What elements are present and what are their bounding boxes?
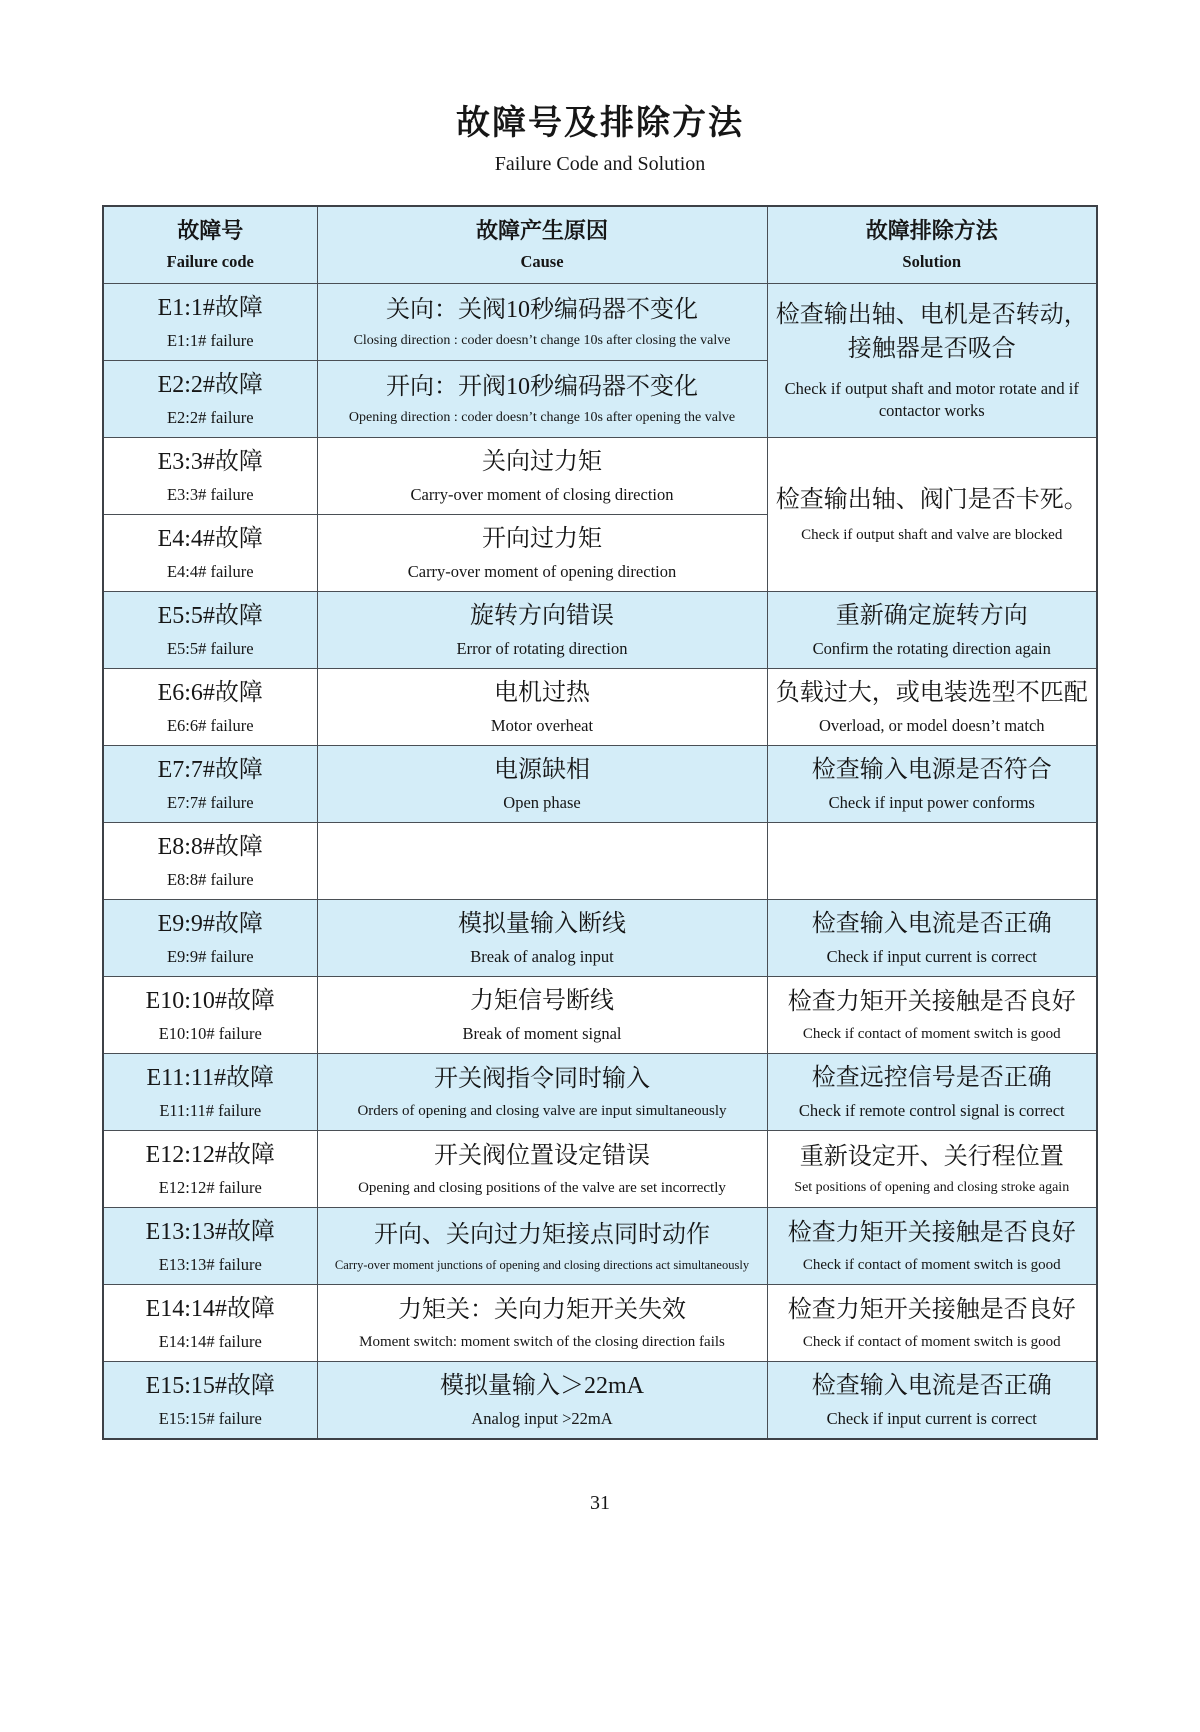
solution-en: Check if input power conforms xyxy=(828,793,1035,813)
solution-cell xyxy=(767,746,1097,823)
failure-code-en: E4:4# failure xyxy=(166,562,254,582)
header-solution xyxy=(767,206,1097,284)
header-cause-en: Cause xyxy=(520,251,564,271)
failure-code-en: E5:5# failure xyxy=(166,639,254,659)
solution-zh: 重新设定开、关行程位置 xyxy=(799,1143,1064,1170)
header-failure-code xyxy=(103,206,317,284)
cause-zh: 开向过力矩 xyxy=(482,525,602,552)
failure-code-en: E7:7# failure xyxy=(166,793,254,813)
cause-cell xyxy=(317,592,767,669)
solution-zh: 检查输入电流是否正确 xyxy=(811,910,1052,937)
table-row-e9 xyxy=(103,900,1097,977)
cause-en: Carry-over moment of opening direction xyxy=(407,562,677,582)
cause-cell xyxy=(317,1362,767,1439)
cause-zh: 旋转方向错误 xyxy=(470,602,614,629)
solution-en: Check if remote control signal is correct xyxy=(798,1101,1065,1121)
table-row-e1 xyxy=(103,284,1097,361)
cause-zh: 开关阀指令同时输入 xyxy=(434,1065,650,1092)
failure-code-zh: E8:8#故障 xyxy=(157,833,263,860)
cause-en: Motor overheat xyxy=(490,716,594,736)
solution-cell xyxy=(767,592,1097,669)
table-row-e8 xyxy=(103,823,1097,900)
solution-cell xyxy=(767,977,1097,1054)
cause-en: Break of analog input xyxy=(470,947,614,967)
failure-code-en: E2:2# failure xyxy=(166,408,254,428)
header-failure-code-zh: 故障号 xyxy=(177,218,244,244)
failure-code-cell xyxy=(103,284,317,361)
solution-en: Check if output shaft and valve are blocked xyxy=(801,527,1063,544)
header-cause-zh: 故障产生原因 xyxy=(475,218,608,244)
solution-zh: 检查输入电源是否符合 xyxy=(811,756,1052,783)
solution-zh: 检查力矩开关接触是否良好 xyxy=(787,1219,1076,1246)
cause-cell xyxy=(317,1131,767,1208)
document-page xyxy=(0,104,1200,1515)
failure-code-zh: E15:15#故障 xyxy=(145,1372,275,1399)
cause-en: Opening and closing positions of the valve are set incorrectly xyxy=(358,1180,726,1197)
failure-code-cell xyxy=(103,1285,317,1362)
cause-cell xyxy=(317,361,767,438)
solution-cell xyxy=(767,1131,1097,1208)
cause-en: Open phase xyxy=(503,793,581,813)
failure-code-zh: E14:14#故障 xyxy=(145,1295,275,1322)
solution-zh: 重新确定旋转方向 xyxy=(835,602,1028,629)
failure-code-zh: E3:3#故障 xyxy=(157,448,263,475)
table-header-row xyxy=(103,206,1097,284)
solution-zh: 检查远控信号是否正确 xyxy=(811,1064,1052,1091)
solution-en: Check if output shaft and motor rotate and if contactor works xyxy=(784,379,1079,421)
failure-code-zh: E11:11#故障 xyxy=(146,1064,275,1091)
header-solution-en: Solution xyxy=(902,251,962,271)
solution-en: Check if contact of moment switch is good xyxy=(802,1026,1061,1043)
failure-code-zh: E12:12#故障 xyxy=(145,1141,275,1168)
failure-code-cell xyxy=(103,1054,317,1131)
cause-cell xyxy=(317,1208,767,1285)
failure-code-cell xyxy=(103,746,317,823)
table-row-e3 xyxy=(103,438,1097,515)
solution-zh: 检查输入电流是否正确 xyxy=(811,1372,1052,1399)
table-row-e7 xyxy=(103,746,1097,823)
solution-zh: 检查力矩开关接触是否良好 xyxy=(787,1296,1076,1323)
solution-en: Check if input current is correct xyxy=(826,1409,1037,1429)
failure-code-en: E10:10# failure xyxy=(158,1024,262,1044)
solution-cell-merged xyxy=(767,438,1097,592)
solution-cell xyxy=(767,669,1097,746)
failure-code-cell xyxy=(103,977,317,1054)
failure-code-en: E3:3# failure xyxy=(166,485,254,505)
solution-zh: 检查力矩开关接触是否良好 xyxy=(787,988,1076,1015)
solution-cell xyxy=(767,1362,1097,1439)
cause-en: Opening direction : coder doesn’t change 10s after opening the valve xyxy=(348,410,736,426)
failure-code-en: E13:13# failure xyxy=(158,1255,262,1275)
cause-zh: 关向：关阀10秒编码器不变化 xyxy=(386,296,698,323)
cause-zh: 模拟量输入＞22mA xyxy=(440,1372,644,1399)
cause-zh: 力矩关：关向力矩开关失效 xyxy=(398,1296,686,1323)
table-row-e6 xyxy=(103,669,1097,746)
failure-code-cell xyxy=(103,900,317,977)
cause-en: Analog input >22mA xyxy=(471,1409,613,1429)
table-row-e5 xyxy=(103,592,1097,669)
solution-cell xyxy=(767,1285,1097,1362)
page-title: 故障号及排除方法 xyxy=(456,105,744,142)
cause-en: Carry-over moment junctions of opening and closing directions act simultaneously xyxy=(334,1258,750,1273)
solution-en: Confirm the rotating direction again xyxy=(812,639,1051,659)
cause-zh: 模拟量输入断线 xyxy=(458,910,626,937)
failure-code-cell xyxy=(103,823,317,900)
cause-en: Error of rotating direction xyxy=(456,639,628,659)
page-subtitle: Failure Code and Solution xyxy=(494,152,706,175)
solution-en: Overload, or model doesn’t match xyxy=(818,716,1045,736)
cause-cell xyxy=(317,1285,767,1362)
table-row-e11 xyxy=(103,1054,1097,1131)
cause-cell xyxy=(317,284,767,361)
failure-code-cell xyxy=(103,1131,317,1208)
failure-code-en: E15:15# failure xyxy=(158,1409,262,1429)
failure-code-table xyxy=(102,205,1098,1440)
cause-cell xyxy=(317,515,767,592)
failure-code-zh: E13:13#故障 xyxy=(145,1218,275,1245)
cause-cell-empty xyxy=(317,823,767,900)
failure-code-en: E14:14# failure xyxy=(158,1332,262,1352)
failure-code-cell xyxy=(103,361,317,438)
header-solution-zh: 故障排除方法 xyxy=(865,218,998,244)
failure-code-cell xyxy=(103,592,317,669)
cause-en: Carry-over moment of closing direction xyxy=(410,485,674,505)
failure-code-cell xyxy=(103,1362,317,1439)
solution-cell-merged xyxy=(767,284,1097,438)
cause-zh: 电源缺相 xyxy=(494,756,590,783)
cause-cell xyxy=(317,977,767,1054)
failure-code-en: E11:11# failure xyxy=(159,1101,262,1121)
failure-code-zh: E2:2#故障 xyxy=(157,371,263,398)
solution-zh: 检查输出轴、阀门是否卡死。 xyxy=(775,486,1088,513)
failure-code-en: E8:8# failure xyxy=(166,870,254,890)
cause-zh: 电机过热 xyxy=(494,679,590,706)
solution-cell xyxy=(767,1054,1097,1131)
failure-code-zh: E4:4#故障 xyxy=(157,525,263,552)
cause-cell xyxy=(317,746,767,823)
failure-code-zh: E7:7#故障 xyxy=(157,756,263,783)
cause-en: Closing direction : coder doesn’t change 10s after closing the valve xyxy=(353,333,731,349)
failure-code-en: E1:1# failure xyxy=(166,331,254,351)
cause-en: Orders of opening and closing valve are input simultaneously xyxy=(357,1103,727,1120)
solution-en: Check if input current is correct xyxy=(826,947,1037,967)
failure-code-zh: E6:6#故障 xyxy=(157,679,263,706)
cause-en: Break of moment signal xyxy=(462,1024,622,1044)
cause-cell xyxy=(317,900,767,977)
header-failure-code-en: Failure code xyxy=(166,251,254,271)
cause-cell xyxy=(317,438,767,515)
table-row-e12 xyxy=(103,1131,1097,1208)
failure-code-cell xyxy=(103,438,317,515)
cause-cell xyxy=(317,669,767,746)
solution-zh: 检查输出轴、电机是否转动，接触器是否吸合 xyxy=(775,301,1088,362)
failure-code-zh: E1:1#故障 xyxy=(157,294,263,321)
failure-code-zh: E9:9#故障 xyxy=(157,910,263,937)
table-row-e10 xyxy=(103,977,1097,1054)
solution-en: Check if contact of moment switch is good xyxy=(802,1334,1061,1351)
failure-code-cell xyxy=(103,669,317,746)
failure-code-en: E9:9# failure xyxy=(166,947,254,967)
solution-cell-empty xyxy=(767,823,1097,900)
solution-en: Check if contact of moment switch is good xyxy=(802,1257,1061,1274)
table-row-e14 xyxy=(103,1285,1097,1362)
solution-cell xyxy=(767,1208,1097,1285)
header-cause xyxy=(317,206,767,284)
cause-zh: 关向过力矩 xyxy=(482,448,602,475)
cause-zh: 开关阀位置设定错误 xyxy=(434,1142,650,1169)
failure-code-zh: E5:5#故障 xyxy=(157,602,263,629)
failure-code-en: E12:12# failure xyxy=(158,1178,262,1198)
page-number: 31 xyxy=(590,1491,610,1514)
table-row-e13 xyxy=(103,1208,1097,1285)
solution-zh: 负载过大，或电装选型不匹配 xyxy=(775,679,1088,706)
cause-cell xyxy=(317,1054,767,1131)
cause-zh: 开向、关向过力矩接点同时动作 xyxy=(374,1221,710,1248)
cause-en: Moment switch: moment switch of the closing direction fails xyxy=(359,1334,725,1351)
cause-zh: 开向：开阀10秒编码器不变化 xyxy=(386,373,698,400)
failure-code-en: E6:6# failure xyxy=(166,716,254,736)
failure-code-cell xyxy=(103,515,317,592)
solution-en: Set positions of opening and closing stroke again xyxy=(794,1180,1070,1196)
failure-code-zh: E10:10#故障 xyxy=(145,987,275,1014)
table-row-e15 xyxy=(103,1362,1097,1439)
cause-zh: 力矩信号断线 xyxy=(470,987,614,1014)
failure-code-cell xyxy=(103,1208,317,1285)
solution-cell xyxy=(767,900,1097,977)
